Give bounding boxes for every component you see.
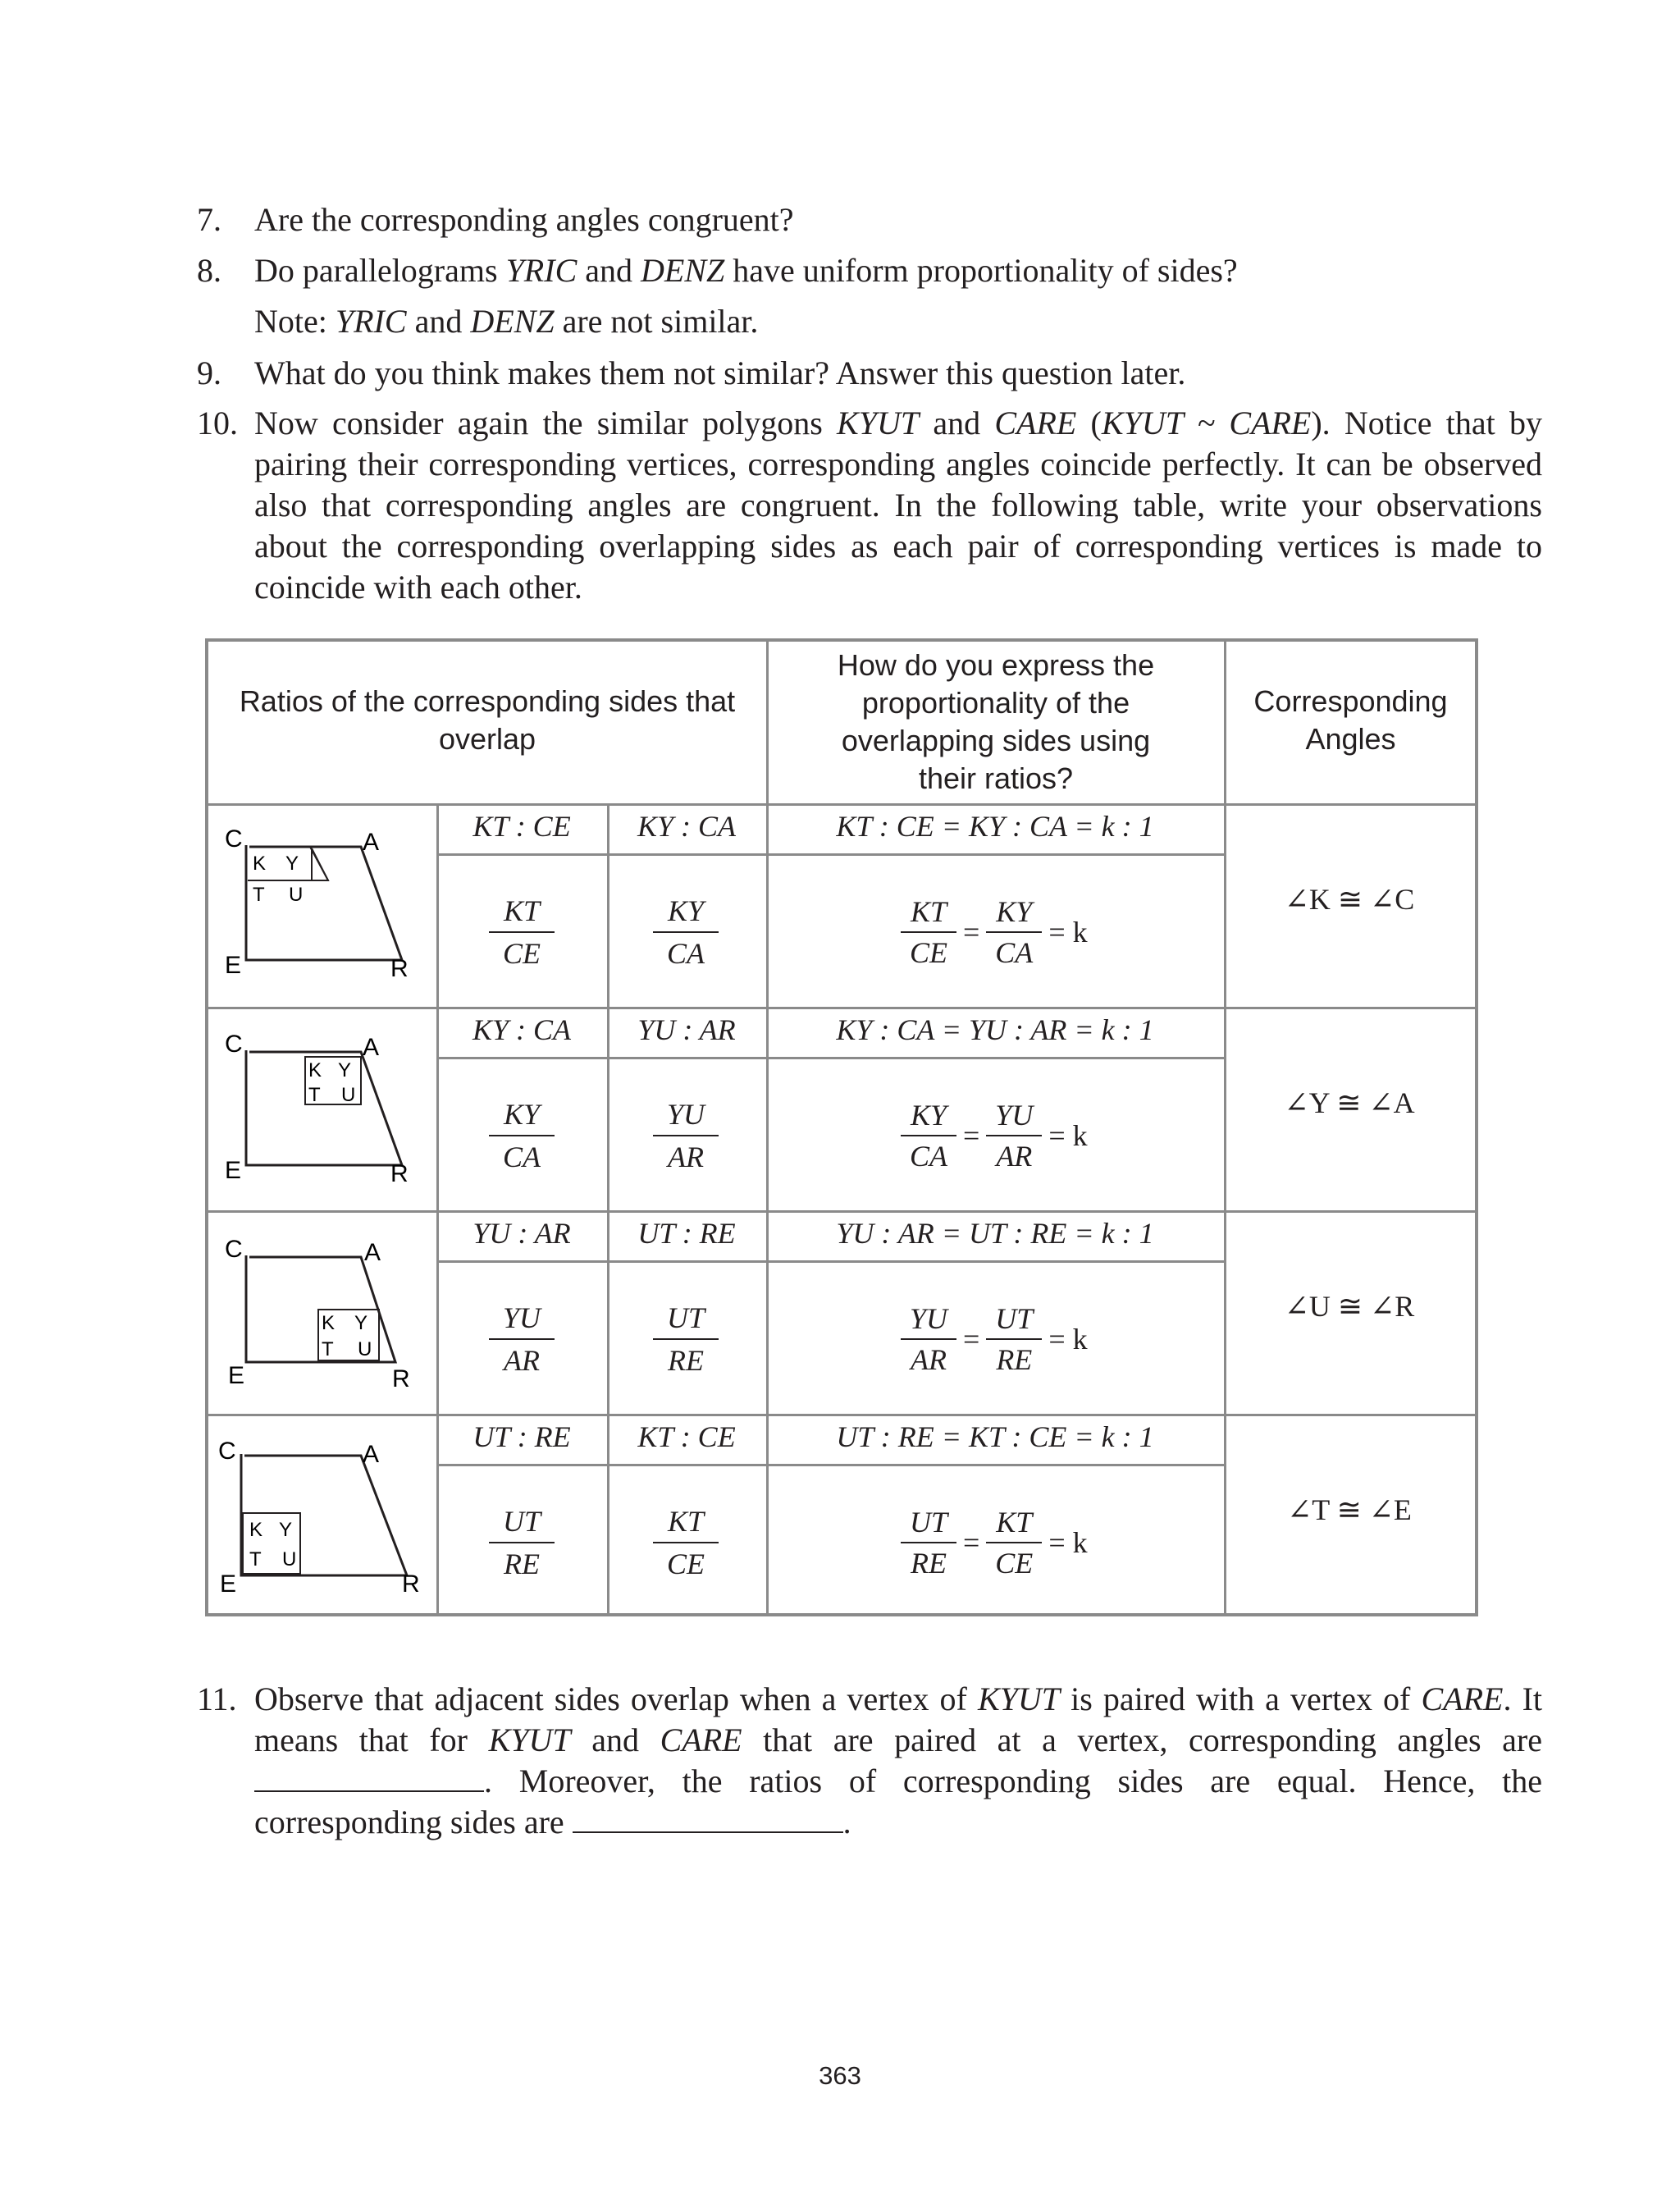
fraction <box>637 1094 735 1177</box>
angle-congruence: ∠T ≅ ∠E <box>1287 1493 1412 1526</box>
question-10 <box>197 403 1542 608</box>
angle-congruence: ∠Y ≅ ∠A <box>1284 1086 1415 1119</box>
fraction <box>637 1501 735 1584</box>
table-divider <box>607 804 609 1613</box>
polygon-name: DENZ <box>641 252 725 289</box>
question-7 <box>197 199 1485 240</box>
proportion-equation <box>901 1095 1094 1176</box>
figure-row-2 <box>213 1026 427 1190</box>
question-text: that are paired at a vertex, corresponding angles are <box>742 1721 1543 1758</box>
label-a: A <box>363 829 380 856</box>
fraction <box>472 890 571 974</box>
fraction-numerator: UT <box>909 1506 948 1538</box>
question-text: What do you think makes them not similar? Answer this question later. <box>254 354 1186 391</box>
angle-congruence: ∠U ≅ ∠R <box>1284 1290 1415 1323</box>
fraction-denominator: AR <box>911 1343 947 1376</box>
label-e: E <box>220 1570 237 1598</box>
label-u: U <box>341 1084 356 1106</box>
question-text: and <box>919 405 995 441</box>
fraction-denominator: RE <box>504 1548 540 1580</box>
label-u: U <box>282 1548 297 1570</box>
fraction-denominator: CA <box>666 937 705 970</box>
note-text: are not similar. <box>554 303 759 340</box>
label-e: E <box>225 952 242 979</box>
fraction-denominator: CE <box>995 1547 1034 1580</box>
question-text: . <box>842 1804 851 1840</box>
label-k: K <box>308 1059 322 1081</box>
label-a: A <box>364 1239 381 1266</box>
proportion-equation <box>901 1502 1094 1583</box>
square-kyut-diagonal <box>312 848 328 880</box>
label-r: R <box>390 955 409 982</box>
header-proportionality: How do you express the proportionality of the overlapping sides using their ratios? <box>837 648 1155 795</box>
figure-row-4 <box>213 1434 427 1598</box>
ratio-cell: KY : CA <box>637 810 737 843</box>
question-11 <box>197 1679 1542 1843</box>
page-number: 363 <box>819 2061 861 2090</box>
answer-blank-angles[interactable] <box>254 1761 484 1792</box>
table-divider <box>436 1464 1224 1466</box>
label-e: E <box>225 1157 242 1184</box>
trapezoid-care <box>246 845 402 960</box>
question-number: 11. <box>197 1680 237 1717</box>
header-angles: Corresponding Angles <box>1253 684 1448 756</box>
label-t: T <box>322 1338 334 1360</box>
fraction-numerator: YU <box>666 1098 705 1131</box>
label-t: T <box>249 1548 262 1570</box>
fraction-denominator: CA <box>909 1140 947 1173</box>
equals-sign: = <box>963 1323 980 1356</box>
similarity-statement: KYUT ~ CARE <box>1101 405 1312 441</box>
question-text: Now consider again the similar polygons <box>254 405 838 441</box>
trapezoid-care <box>241 1454 407 1575</box>
question-9 <box>197 353 1485 394</box>
question-text: ). Notice that by pairing their corresponding vertices, corresponding angles coincide perfectly. It can be observed also that corresponding angles are congruent. In the following table, write your observations about the corresponding overlapping sides as each pair of corresponding vertices is made to coincide with each other. <box>254 405 1542 606</box>
table-divider <box>436 853 1224 856</box>
label-t: T <box>308 1084 321 1106</box>
proportion-equation <box>901 1299 1094 1379</box>
label-y: Y <box>279 1519 293 1541</box>
question-number: 9. <box>197 354 221 391</box>
question-text: ( <box>1076 405 1102 441</box>
fraction-denominator: CE <box>666 1548 705 1580</box>
label-k: K <box>322 1312 336 1334</box>
fraction-numerator: KT <box>503 894 541 927</box>
angle-congruence: ∠K ≅ ∠C <box>1284 883 1415 916</box>
constant-k: = k <box>1048 1323 1088 1356</box>
label-c: C <box>218 1438 236 1465</box>
equals-sign: = <box>963 916 980 949</box>
polygon-name: YRIC <box>335 303 407 340</box>
note-text: and <box>406 303 471 340</box>
fraction-denominator: AR <box>504 1344 540 1377</box>
fraction-numerator: KY <box>503 1098 541 1131</box>
ratio-cell: KY : CA <box>472 1013 572 1046</box>
label-y: Y <box>354 1312 368 1334</box>
table-divider <box>766 642 769 1613</box>
fraction-numerator: KY <box>996 895 1033 928</box>
polygon-name: YRIC <box>505 252 578 289</box>
table-divider <box>1224 642 1226 1613</box>
label-k: K <box>253 853 267 875</box>
figure-row-3 <box>213 1231 427 1395</box>
question-text: . Moreover, the ratios of corresponding sides are equal. Hence, the corresponding sides are <box>254 1763 1542 1840</box>
polygon-name: KYUT <box>977 1680 1061 1717</box>
table-divider <box>208 803 1475 806</box>
question-text: Do parallelograms <box>254 252 506 289</box>
label-r: R <box>390 1160 409 1187</box>
polygon-name: CARE <box>660 1721 742 1758</box>
table-divider <box>208 1007 1475 1009</box>
question-text: Observe that adjacent sides overlap when a vertex of <box>254 1680 978 1717</box>
fraction <box>472 1094 571 1177</box>
figure-row-1 <box>213 821 427 985</box>
note-text: Note: <box>254 303 336 340</box>
label-c: C <box>225 825 243 853</box>
polygon-name: CARE <box>994 405 1077 441</box>
fraction-denominator: CE <box>502 937 541 970</box>
fraction-denominator: CE <box>909 936 947 969</box>
ratio-cell: UT : RE <box>472 1420 571 1453</box>
table-divider <box>436 1260 1224 1263</box>
question-number: 8. <box>197 252 221 289</box>
ratio-cell: YU : AR <box>472 1217 571 1250</box>
proportion-expression: KY : CA = YU : AR = k : 1 <box>836 1013 1154 1046</box>
ratio-cell: KT : CE <box>472 810 571 843</box>
fraction-numerator: YU <box>502 1301 541 1334</box>
fraction-numerator: UT <box>666 1301 705 1334</box>
label-c: C <box>225 1236 243 1263</box>
label-y: Y <box>285 853 299 875</box>
fraction-numerator: KY <box>910 1099 947 1132</box>
question-text: have uniform proportionality of sides? <box>724 252 1238 289</box>
question-text: and <box>577 252 641 289</box>
question-text: . It means that for <box>254 1680 1542 1758</box>
question-number: 7. <box>197 201 221 238</box>
ratio-cell: YU : AR <box>637 1013 736 1046</box>
question-text: Are the corresponding angles congruent? <box>254 201 794 238</box>
fraction-numerator: UT <box>995 1302 1034 1335</box>
label-k: K <box>249 1519 263 1541</box>
answer-blank-sides[interactable] <box>573 1802 843 1833</box>
fraction-denominator: RE <box>996 1343 1033 1376</box>
fraction <box>472 1297 571 1381</box>
label-r: R <box>392 1365 410 1392</box>
table-divider <box>436 804 439 1613</box>
equals-sign: = <box>963 1526 980 1559</box>
ratio-cell: KT : CE <box>637 1420 736 1453</box>
question-text: and <box>570 1721 660 1758</box>
label-a: A <box>363 1441 380 1468</box>
fraction <box>637 890 735 974</box>
label-u: U <box>289 884 304 906</box>
proportion-expression: KT : CE = KY : CA = k : 1 <box>836 810 1154 843</box>
trapezoid-care <box>246 1050 402 1165</box>
proportion-expression: UT : RE = KT : CE = k : 1 <box>836 1420 1154 1453</box>
fraction-denominator: AR <box>996 1140 1033 1173</box>
fraction-numerator: YU <box>909 1302 948 1335</box>
fraction-numerator: KY <box>667 894 705 927</box>
fraction-numerator: KT <box>910 895 947 928</box>
fraction-denominator: RE <box>668 1344 704 1377</box>
question-8 <box>197 250 1485 291</box>
label-r: R <box>402 1570 420 1598</box>
polygon-name: DENZ <box>470 303 555 340</box>
polygon-name: KYUT <box>837 405 920 441</box>
table-divider <box>208 1414 1475 1416</box>
question-text: is paired with a vertex of <box>1060 1680 1422 1717</box>
fraction-numerator: YU <box>995 1099 1034 1132</box>
proportion-equation <box>901 892 1094 972</box>
fraction <box>472 1501 571 1584</box>
fraction-denominator: AR <box>668 1141 704 1173</box>
polygon-name: CARE <box>1421 1680 1504 1717</box>
constant-k: = k <box>1048 916 1088 949</box>
table-divider <box>208 1210 1475 1213</box>
question-8-note <box>197 301 1542 342</box>
ratio-cell: UT : RE <box>637 1217 736 1250</box>
constant-k: = k <box>1048 1119 1088 1152</box>
table-divider <box>436 1057 1224 1059</box>
fraction-denominator: CA <box>502 1141 541 1173</box>
question-number: 10. <box>197 405 238 441</box>
fraction <box>637 1297 735 1381</box>
proportion-expression: YU : AR = UT : RE = k : 1 <box>836 1217 1154 1250</box>
label-t: T <box>253 884 265 906</box>
label-c: C <box>225 1031 243 1058</box>
fraction-denominator: CA <box>995 936 1034 969</box>
label-y: Y <box>338 1059 352 1081</box>
label-e: E <box>228 1362 245 1389</box>
label-u: U <box>358 1338 372 1360</box>
header-ratios: Ratios of the corresponding sides that overlap <box>239 684 736 756</box>
polygon-name: KYUT <box>488 1721 571 1758</box>
fraction-numerator: KT <box>996 1506 1033 1538</box>
fraction-numerator: KT <box>667 1505 705 1538</box>
equals-sign: = <box>963 1119 980 1152</box>
constant-k: = k <box>1048 1526 1088 1559</box>
fraction-numerator: UT <box>502 1505 541 1538</box>
label-a: A <box>363 1034 380 1061</box>
fraction-denominator: RE <box>911 1547 947 1580</box>
